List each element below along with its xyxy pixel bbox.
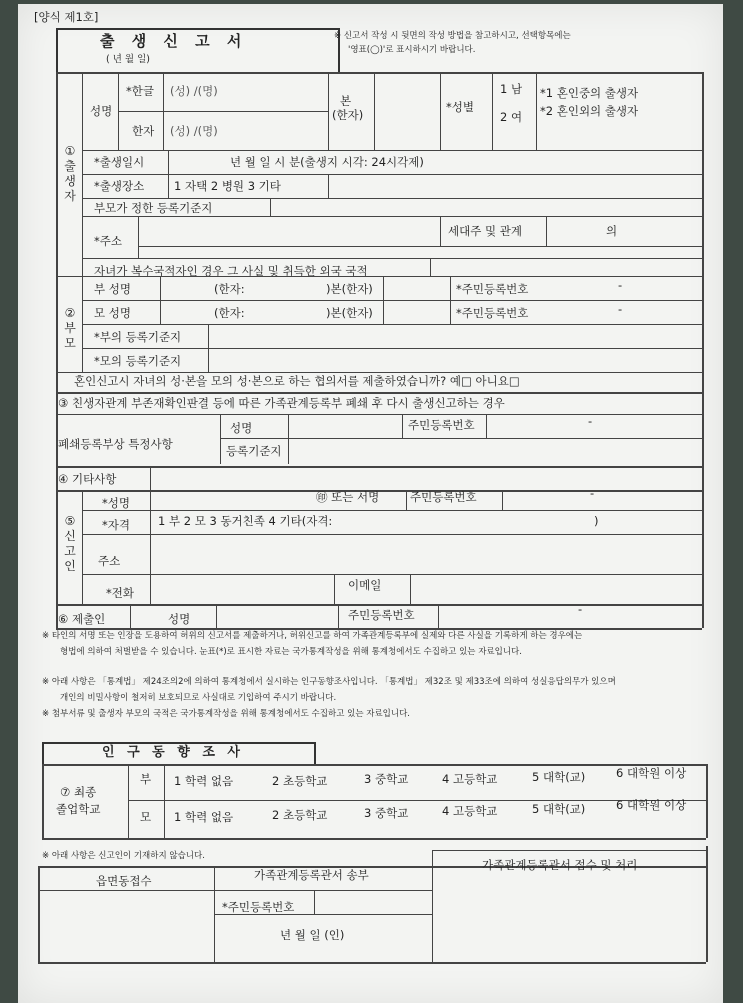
birth-place-label: *출생장소 bbox=[94, 179, 145, 193]
child-hangul-input[interactable]: (성) /(명) bbox=[170, 84, 218, 98]
agreement-question[interactable]: 혼인신고시 자녀의 성·본을 모의 성·본으로 하는 협의서를 제출하였습니까? 예□ 아니요□ bbox=[74, 374, 520, 388]
birth-time-label: *출생일시 bbox=[94, 155, 145, 169]
child-sex-female[interactable]: 2 여 bbox=[500, 110, 523, 124]
survey-edu-label-2: 졸업학교 bbox=[56, 802, 101, 816]
form-date-line: ( 년 월 일) bbox=[106, 54, 151, 65]
parents-section-label: ② 부 모 bbox=[64, 306, 76, 350]
householder-label: 세대주 및 관계 bbox=[448, 224, 522, 238]
child-hanja-input[interactable]: (성) /(명) bbox=[170, 124, 218, 138]
submitter-name-label: 성명 bbox=[168, 612, 191, 626]
mother-registry-label: *모의 등록기준지 bbox=[94, 354, 182, 368]
birth-time-input[interactable]: 년 월 일 시 분(출생지 시각: 24시각제) bbox=[230, 155, 424, 169]
mother-rrn-dash: - bbox=[618, 302, 623, 316]
survey-title: 인 구 동 향 조 사 bbox=[102, 745, 244, 760]
office-note: ※ 아래 사항은 신고인이 기재하지 않습니다. bbox=[42, 851, 205, 861]
child-birth-type-1[interactable]: *1 혼인중의 출생자 bbox=[540, 86, 639, 100]
child-bon-label: 본 bbox=[340, 94, 352, 108]
birth-place-options[interactable]: 1 자택 2 병원 3 기타 bbox=[174, 179, 281, 193]
office-date-line: 년 월 일 (인) bbox=[280, 928, 345, 942]
section3-registry-label: 등록기준지 bbox=[226, 444, 282, 458]
reporter-phone-label: *전화 bbox=[106, 586, 134, 600]
father-hanja-label: (한자: bbox=[214, 282, 245, 296]
child-name-label: 성명 bbox=[90, 104, 113, 118]
child-sex-male[interactable]: 1 남 bbox=[500, 82, 523, 96]
note3: ※ 첨부서류 및 출생자 부모의 국적은 국가통계작성을 위해 통계청에서도 수집하고 있는 자료입니다. bbox=[42, 709, 410, 719]
note2-line1: ※ 아래 사항은 「통계법」 제24조의2에 의하여 통계청에서 실시하는 인구동향조사입니다. 「통계법」 제32조 및 제33조에 의하여 성실응답의무가 있으며 bbox=[42, 677, 616, 687]
instruction-line-2: '영표(◯)'로 표시하시기 바랍니다. bbox=[348, 45, 476, 55]
submitter-section-label: ⑥ 제출인 bbox=[58, 612, 106, 626]
instruction-line-1: ※ 신고서 작성 시 뒷면의 작성 방법을 참고하시고, 선택항목에는 bbox=[334, 31, 571, 41]
mother-label: 모 성명 bbox=[94, 306, 131, 320]
office-col2: 가족관계등록관서 송부 bbox=[254, 868, 369, 882]
householder-suffix: 의 bbox=[606, 224, 618, 238]
office-col3: 가족관계등록관서 접수 및 처리 bbox=[482, 858, 638, 872]
survey-father: 부 bbox=[140, 772, 152, 786]
mother-bon-label: )본(한자) bbox=[326, 306, 373, 320]
father-bon-label: )본(한자) bbox=[326, 282, 373, 296]
survey-edu-label-1: ⑦ 최종 bbox=[60, 785, 97, 799]
child-hanja-label: 한자 bbox=[132, 124, 155, 138]
child-address-label: *주소 bbox=[94, 234, 122, 248]
mother-edu-option-4[interactable]: 4 고등학교 bbox=[442, 804, 498, 818]
closed-registry-label: 폐쇄등록부상 특정사항 bbox=[58, 437, 173, 451]
reporter-name-label: *성명 bbox=[102, 496, 130, 510]
father-edu-option-1[interactable]: 1 학력 없음 bbox=[174, 774, 234, 788]
father-edu-option-2[interactable]: 2 초등학교 bbox=[272, 774, 328, 788]
office-rrn-label: *주민등록번호 bbox=[222, 900, 295, 914]
father-rrn-dash: - bbox=[618, 278, 623, 292]
mother-rrn-label: *주민등록번호 bbox=[456, 306, 529, 320]
form-title: 출 생 신 고 서 bbox=[100, 32, 248, 50]
child-sex-label: *성별 bbox=[446, 100, 474, 114]
foreign-nationality-label: 자녀가 복수국적자인 경우 그 사실 및 취득한 외국 국적 bbox=[94, 264, 368, 278]
reporter-email-label: 이메일 bbox=[348, 578, 382, 592]
reporter-rrn-dash: - bbox=[590, 486, 595, 500]
section3-rrn-dash: - bbox=[588, 414, 593, 428]
submitter-rrn-dash: - bbox=[578, 602, 583, 616]
reporter-qualification-close: ) bbox=[594, 514, 599, 528]
mother-edu-option-6[interactable]: 6 대학원 이상 bbox=[616, 798, 687, 812]
child-birth-type-2[interactable]: *2 혼인외의 출생자 bbox=[540, 104, 639, 118]
reporter-signature-label: ㊞ 또는 서명 bbox=[316, 490, 380, 504]
section3-name-label: 성명 bbox=[230, 421, 253, 435]
child-section-label: ① 출 생 자 bbox=[64, 144, 76, 203]
father-edu-option-3[interactable]: 3 중학교 bbox=[364, 772, 409, 786]
submitter-rrn-label: 주민등록번호 bbox=[348, 608, 415, 622]
reporter-address-label: 주소 bbox=[98, 554, 121, 568]
survey-mother: 모 bbox=[140, 810, 152, 824]
child-hangul-label: *한글 bbox=[126, 84, 154, 98]
note2-line2: 개인의 비밀사항이 철저히 보호되므로 사실대로 기입하여 주시기 바랍니다. bbox=[60, 693, 337, 703]
reporter-qualification-options[interactable]: 1 부 2 모 3 동거친족 4 기타(자격: bbox=[158, 514, 333, 528]
form-number: [양식 제1호] bbox=[34, 10, 99, 24]
father-edu-option-6[interactable]: 6 대학원 이상 bbox=[616, 766, 687, 780]
child-bon-sub: (한자) bbox=[332, 108, 364, 122]
mother-hanja-label: (한자: bbox=[214, 306, 245, 320]
note1-line2: 형법에 의하여 처벌받을 수 있습니다. 눈표(*)로 표시한 자료는 국가통계작성을 위해 통계청에서도 수집하고 있는 자료입니다. bbox=[60, 647, 522, 657]
registry-base-label: 부모가 정한 등록기준지 bbox=[94, 201, 213, 215]
mother-edu-option-1[interactable]: 1 학력 없음 bbox=[174, 810, 234, 824]
mother-edu-option-2[interactable]: 2 초등학교 bbox=[272, 808, 328, 822]
section4-title: ④ 기타사항 bbox=[58, 472, 117, 486]
mother-edu-option-5[interactable]: 5 대학(교) bbox=[532, 802, 586, 816]
section3-title: ③ 친생자관계 부존재확인판결 등에 따른 가족관계등록부 폐쇄 후 다시 출생신고하는 경우 bbox=[58, 396, 505, 410]
reporter-rrn-label: 주민등록번호 bbox=[410, 490, 477, 504]
reporter-section-label: ⑤ 신 고 인 bbox=[64, 514, 76, 573]
father-edu-option-5[interactable]: 5 대학(교) bbox=[532, 770, 586, 784]
father-rrn-label: *주민등록번호 bbox=[456, 282, 529, 296]
father-registry-label: *부의 등록기준지 bbox=[94, 330, 182, 344]
father-label: 부 성명 bbox=[94, 282, 131, 296]
section3-rrn-label: 주민등록번호 bbox=[408, 418, 475, 432]
mother-edu-option-3[interactable]: 3 중학교 bbox=[364, 806, 409, 820]
note1-line1: ※ 타인의 서명 또는 인장을 도용하여 허위의 신고서를 제출하거나, 허위신고를 하여 가족관계등록부에 실제와 다른 사실을 기록하게 하는 경우에는 bbox=[42, 631, 583, 641]
office-col1: 읍면동접수 bbox=[96, 874, 152, 888]
birth-report-form bbox=[18, 4, 723, 1003]
reporter-qualification-label: *자격 bbox=[102, 518, 130, 532]
father-edu-option-4[interactable]: 4 고등학교 bbox=[442, 772, 498, 786]
